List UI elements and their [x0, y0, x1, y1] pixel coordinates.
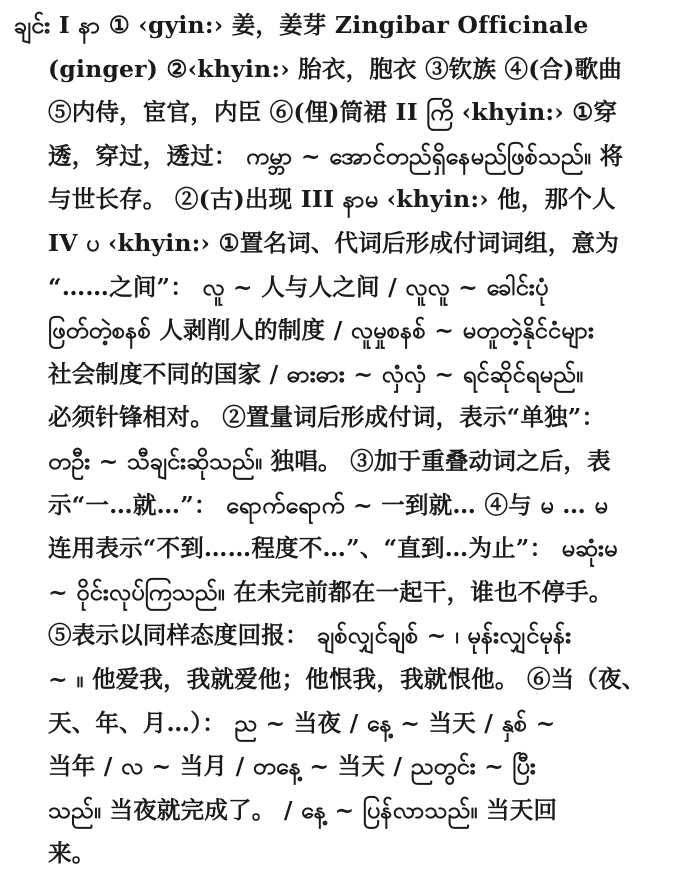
entry-line-2: (ginger) ②‹khyin:› 胎衣，胞衣 ③钦族 ④(合)歌曲: [48, 54, 622, 83]
entry-line-11: တဦး ~ သီချင်းဆိုသည်။ 独唱。 ③加于重叠动词之后，表: [48, 446, 611, 475]
entry-line-15: ⑤表示以同样态度回报： ချစ်လျှင်ချစ် ~ ၊ မုန်းလျှင်မုန်း: [48, 621, 572, 650]
entry-line-5: 与世长存。 ②(古)出现 III နာမ ‹khyin:› 他，那个人: [48, 185, 616, 214]
entry-line-18: 当年 / လ ~ 当月 / တနေ့ ~ 当天 / ညတွင်း ~ ပြီး: [48, 752, 536, 781]
entry-line-14: ~ ဝိုင်းလုပ်ကြသည်။ 在未完前都在一起干，谁也不停手。: [48, 577, 613, 606]
entry-line-4: 透，穿过，透过： ကမ္ဘာ ~ အောင်တည်ရှိနေမည်ဖြစ်သည်။ 将: [48, 141, 624, 170]
entry-line-20: 来。: [48, 839, 96, 868]
entry-line-6: IV ပ ‹khyin:› ①置名词、代词后形成付词词组，意为: [48, 228, 619, 257]
entry-line-7: “……之间”： လူ ~ 人与人之间 / လူလူ ~ ခေါင်းပုံ: [48, 272, 549, 301]
entry-line-13: 连用表示“不到……程度不…”、“直到…为止”： မဆုံးမ: [48, 534, 618, 563]
entry-line-10: 必须针锋相对。 ②置量词后形成付词，表示“单独”：: [48, 403, 606, 432]
entry-line-1: ချင်း I နာ ① ‹gyin:› 姜，姜芽 Zingibar Officinale: [14, 11, 589, 39]
entry-line-3: ⑤内侍，宦官，内臣 ⑥(俚)筒裙 II ကြိ ‹khyin:› ①穿: [48, 98, 618, 127]
entry-line-17: 天、年、月…）： ည ~ 当夜 / နေ့ ~ 当天 / နှစ် ~: [48, 708, 556, 737]
entry-line-19: သည်။ 当夜就完成了。 / နေ့ ~ ပြန်လာသည်။ 当天回: [48, 795, 558, 824]
entry-line-12: 示“一…就…”： ရောက်ရောက် ~ 一到就… ④与 မ … မ: [48, 490, 608, 519]
entry-line-16: ~ ။ 他爱我，我就爱他；他恨我，我就恨他。 ⑥当（夜、: [48, 664, 646, 693]
entry-line-8: ဖြတ်တဲ့စနစ် 人剥削人的制度 / လူမှုစနစ် ~ မတူတဲ့နိုင်ငံများ: [48, 316, 595, 345]
entry-line-9: 社会制度不同的国家 / ဓားဓား ~ လှံလှံ ~ ရင်ဆိုင်ရမည်။: [48, 359, 584, 388]
